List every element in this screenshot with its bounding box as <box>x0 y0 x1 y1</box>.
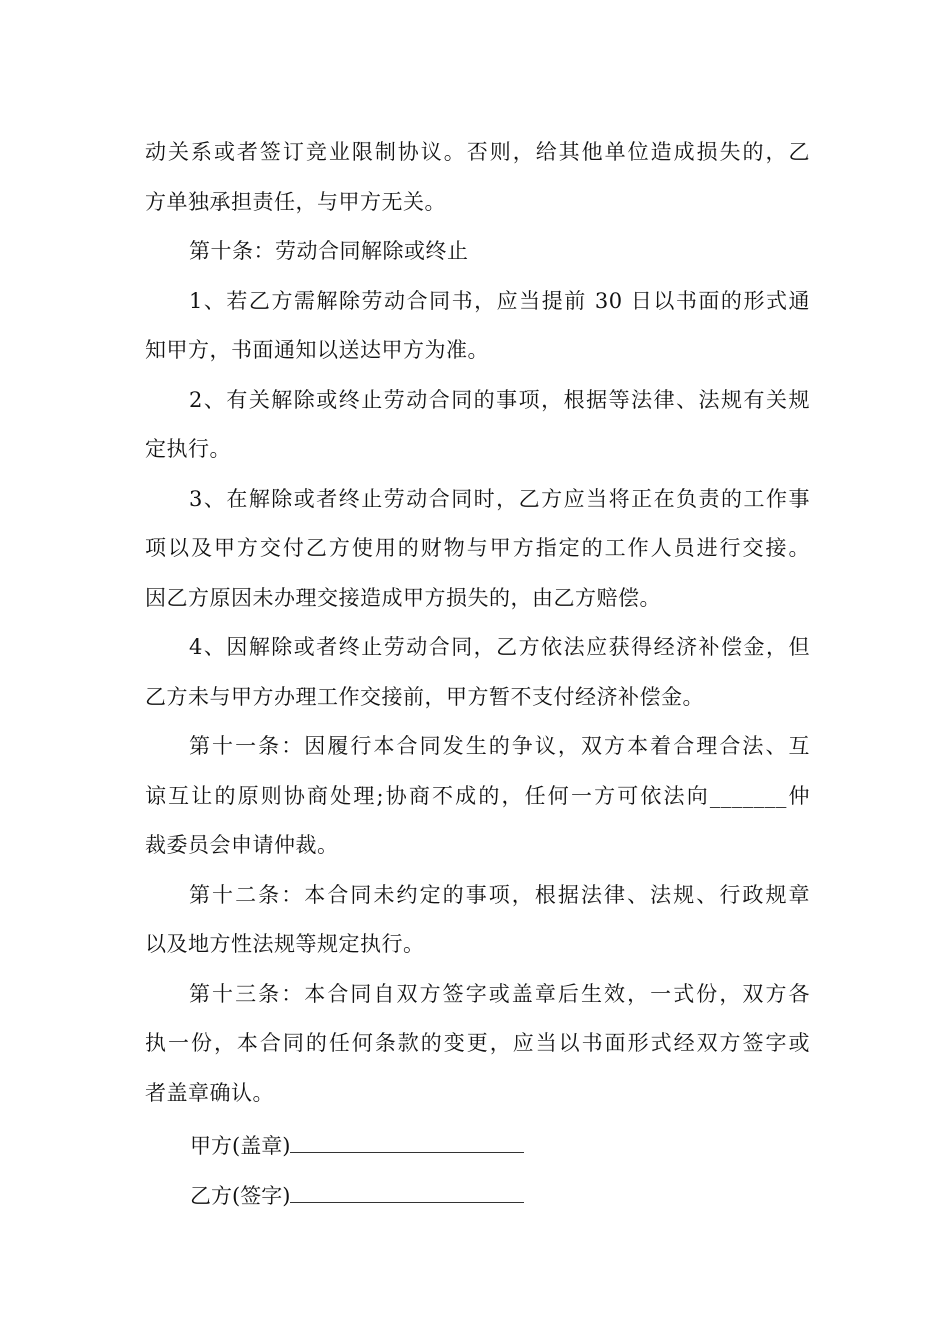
paragraph-line: 乙方未与甲方办理工作交接前，甲方暂不支付经济补偿金。 <box>145 684 704 709</box>
paragraph-line: 第十三条：本合同自双方签字或盖章后生效，一式份，双方各 <box>189 981 810 1006</box>
paragraph-line: 1、若乙方需解除劳动合同书，应当提前 30 日以书面的形式通 <box>189 288 810 313</box>
paragraph-line: 第十二条：本合同未约定的事项，根据法律、法规、行政规章 <box>189 882 810 907</box>
paragraph-line: 定执行。 <box>145 437 231 461</box>
paragraph-line: 以及地方性法规等规定执行。 <box>145 932 425 956</box>
party-b-signature-line <box>190 1181 524 1211</box>
party-b-label: 乙方(签字) <box>190 1184 291 1208</box>
paragraph-line: 知甲方，书面通知以送达甲方为准。 <box>145 338 489 362</box>
paragraph-line: 因乙方原因未办理交接造成甲方损失的，由乙方赔偿。 <box>145 585 661 610</box>
paragraph-line: 第十条：劳动合同解除或终止 <box>189 239 469 263</box>
paragraph-line: 3、在解除或者终止劳动合同时，乙方应当将正在负责的工作事 <box>189 486 810 511</box>
party-a-signature-line <box>190 1131 524 1161</box>
paragraph-line: 2、有关解除或终止劳动合同的事项，根据等法律、法规有关规 <box>189 387 810 412</box>
paragraph-line: 第十一条：因履行本合同发生的争议，双方本着合理合法、互 <box>189 734 810 758</box>
paragraph-line: 执一份，本合同的任何条款的变更，应当以书面形式经双方签字或 <box>145 1031 810 1055</box>
paragraph-line: 裁委员会申请仲裁。 <box>145 833 339 857</box>
party-a-signature-blank[interactable] <box>290 1132 524 1153</box>
paragraph-line: 项以及甲方交付乙方使用的财物与甲方指定的工作人员进行交接。 <box>145 536 810 560</box>
party-b-signature-blank[interactable] <box>290 1182 524 1203</box>
paragraph-line: 者盖章确认。 <box>145 1080 274 1105</box>
paragraph-line: 4、因解除或者终止劳动合同，乙方依法应获得经济补偿金，但 <box>189 635 810 659</box>
party-a-label: 甲方(盖章) <box>190 1134 291 1158</box>
paragraph-line: 方单独承担责任，与甲方无关。 <box>145 189 446 214</box>
paragraph-line: 动关系或者签订竞业限制协议。否则，给其他单位造成损失的，乙 <box>145 140 810 164</box>
contract-body <box>145 128 810 1118</box>
paragraph-line: 谅互让的原则协商处理;协商不成的，任何一方可依法向_______仲 <box>145 783 810 808</box>
